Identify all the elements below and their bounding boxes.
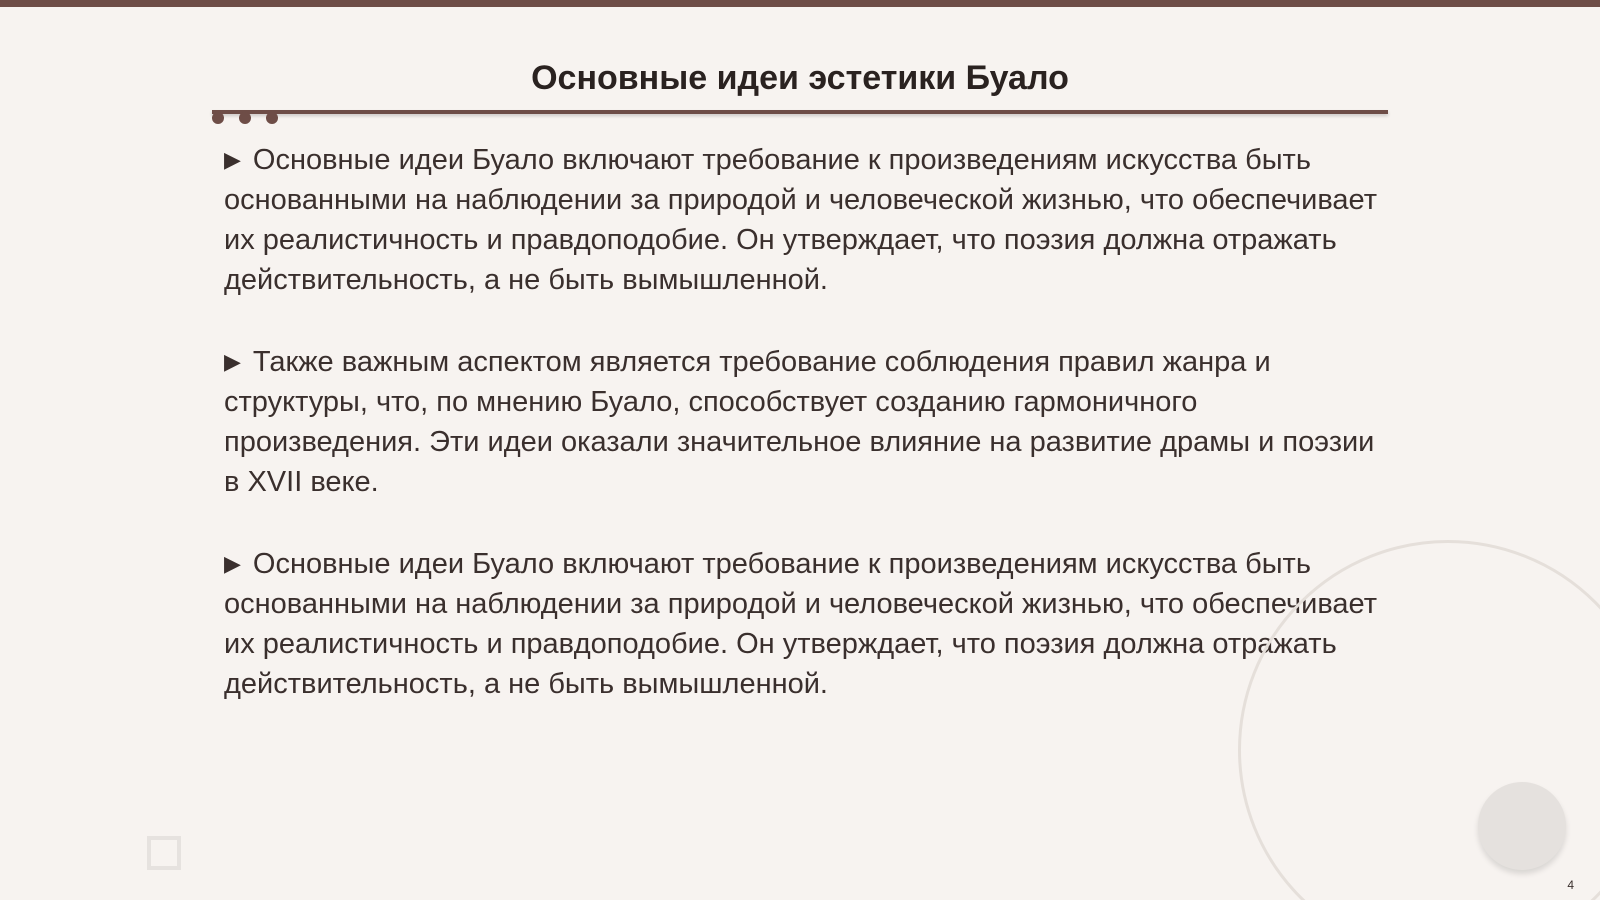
bullet-item-2 [224,342,1384,502]
bullet-text-2: Также важным аспектом является требование соблюдения правил жанра и структуры, что, по мнению Буало, способствует созданию гармоничного произведения. Эти идеи оказали значительное влияние на развитие драмы и поэзии в XVII веке. [224,346,1375,498]
dot-2 [239,112,251,124]
bullet-item-1 [224,140,1384,300]
bullet-text-1: Основные идеи Буало включают требование к произведениям искусства быть основанными на наблюдении за природой и человеческой жизнью, что обеспечивает их реалистичность и правдоподобие. Он утверждает, что поэзия должна отражать действительность, а не быть вымышленной. [224,144,1377,296]
triangle-bullet-icon: ▶ [224,349,241,374]
top-accent-bar [0,0,1600,7]
title-dots [212,112,278,126]
slide-body [224,140,1384,746]
triangle-bullet-icon: ▶ [224,147,241,172]
slide-title: Основные идеи эстетики Буало [531,59,1069,97]
triangle-bullet-icon: ▶ [224,551,241,576]
bullet-item-3 [224,544,1384,704]
bullet-text-3: Основные идеи Буало включают требование к произведениям искусства быть основанными на наблюдении за природой и человеческой жизнью, что обеспечивает их реалистичность и правдоподобие. Он утверждает, что поэзия должна отражать действительность, а не быть вымышленной. [224,548,1377,700]
dot-1 [212,112,224,124]
title-underline [212,110,1388,114]
page-number: 4 [1567,878,1574,892]
decorative-circle-filled [1478,782,1566,870]
dot-3 [266,112,278,124]
decorative-square [147,836,181,870]
